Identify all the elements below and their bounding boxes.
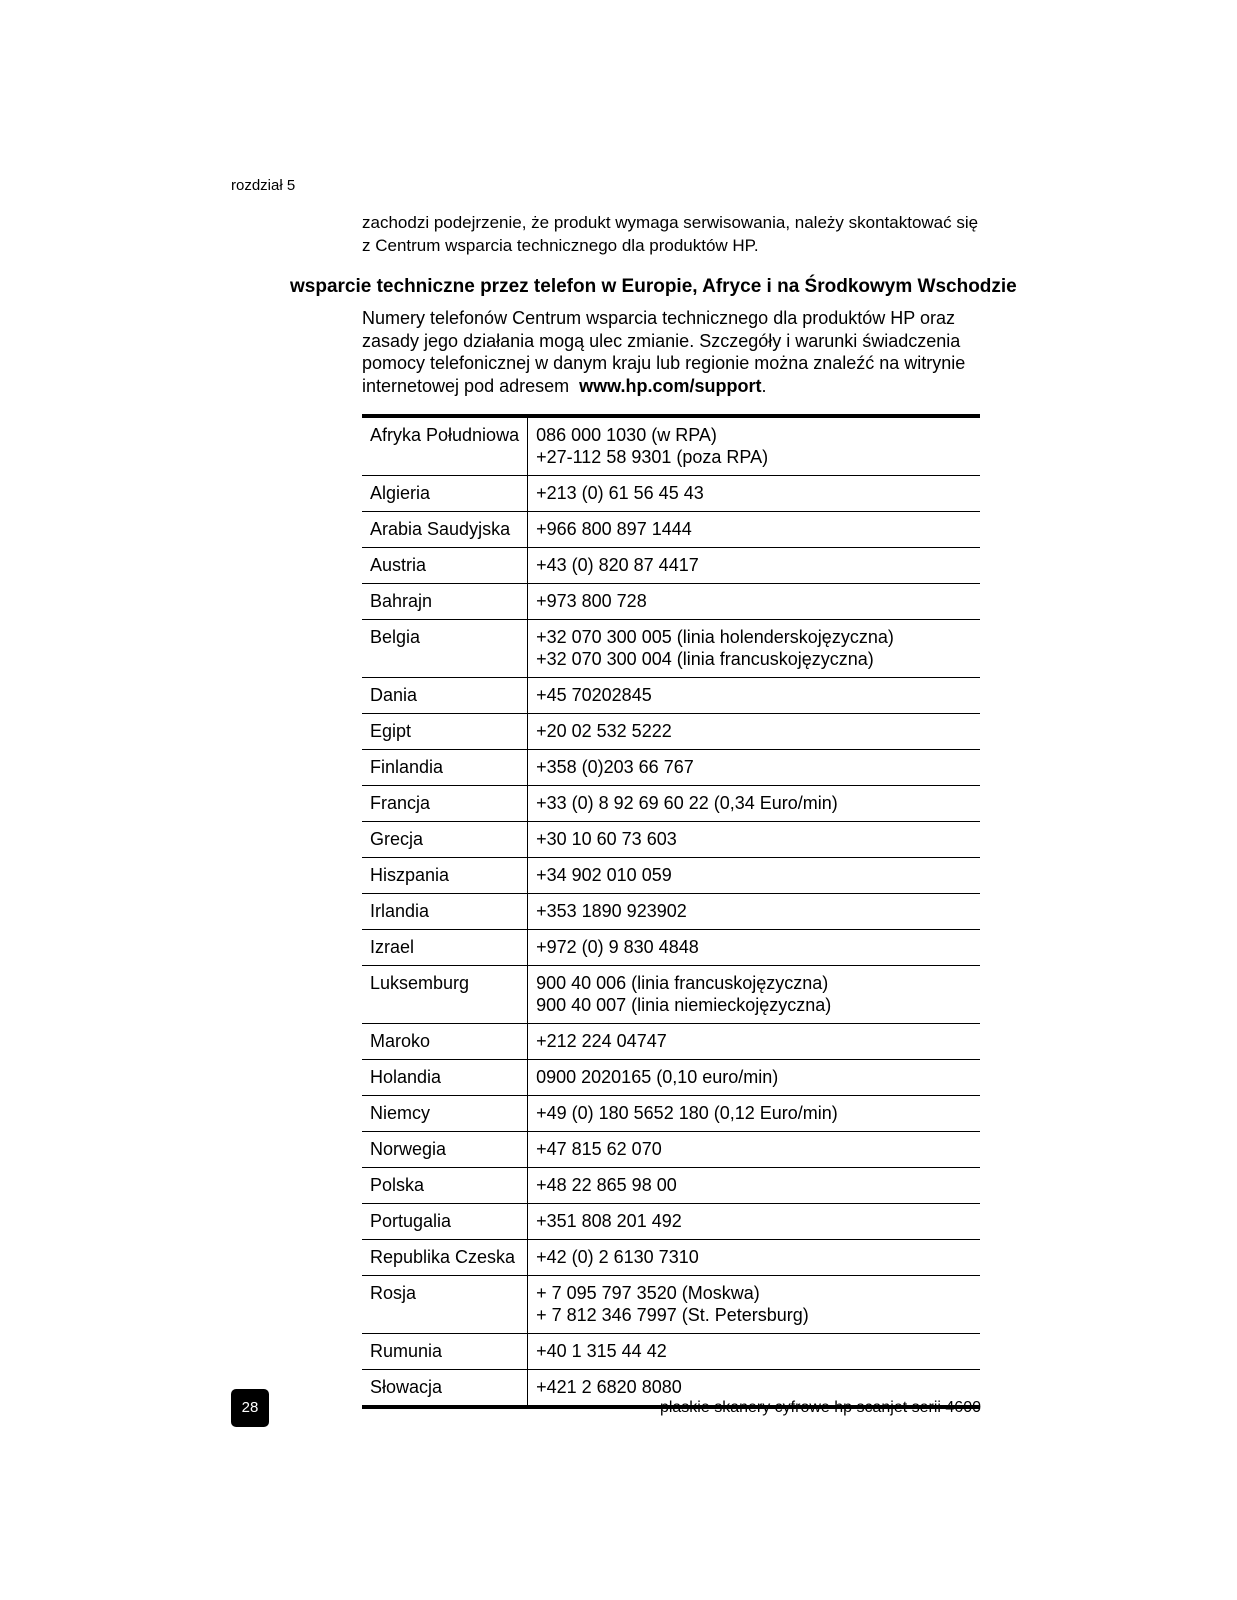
table-row [362,1132,980,1168]
table-row [362,894,980,930]
table-row [362,930,980,966]
country-cell: Słowacja [362,1370,528,1408]
table-row [362,584,980,620]
phone-number: +43 (0) 820 87 4417 [536,555,699,575]
country-cell: Hiszpania [362,858,528,894]
table-row [362,1096,980,1132]
phone-cell [528,714,980,750]
phone-cell [528,476,980,512]
description-line: pomocy telefonicznej w danym kraju lub regionie można znaleźć na witrynie [362,353,966,373]
table-row [362,678,980,714]
country-cell: Afryka Południowa [362,416,528,476]
phone-cell [528,548,980,584]
country-cell: Norwegia [362,1132,528,1168]
phone-table [362,414,980,1409]
phone-number: +40 1 315 44 42 [536,1341,667,1361]
description-prefix: internetowej pod adresem [362,375,570,396]
phone-number: +212 224 04747 [536,1031,667,1051]
phone-number: +45 70202845 [536,685,652,705]
phone-cell [528,930,980,966]
phone-number: +27-112 58 9301 (poza RPA) [536,447,769,467]
table-row [362,822,980,858]
table-row [362,1334,980,1370]
phone-number: +353 1890 923902 [536,901,687,921]
country-cell: Egipt [362,714,528,750]
country-cell: Luksemburg [362,966,528,1024]
intro-line: zachodzi podejrzenie, że produkt wymaga serwisowania, należy skontaktować się [362,213,979,232]
phone-cell [528,894,980,930]
table-row [362,1060,980,1096]
phone-cell [528,822,980,858]
table-row [362,1276,980,1334]
phone-number: +966 800 897 1444 [536,519,692,539]
country-cell: Austria [362,548,528,584]
table-row [362,1204,980,1240]
phone-cell [528,1240,980,1276]
phone-number: +42 (0) 2 6130 7310 [536,1247,699,1267]
phone-number: 900 40 007 (linia niemieckojęzyczna) [536,995,832,1015]
phone-cell [528,1060,980,1096]
country-cell: Belgia [362,620,528,678]
phone-cell [528,584,980,620]
country-cell: Holandia [362,1060,528,1096]
phone-cell [528,1024,980,1060]
table-row [362,714,980,750]
phone-cell [528,858,980,894]
phone-number: + 7 812 346 7997 (St. Petersburg) [536,1305,809,1325]
phone-number: +33 (0) 8 92 69 60 22 (0,34 Euro/min) [536,793,838,813]
country-cell: Grecja [362,822,528,858]
phone-number: +32 070 300 004 (linia francuskojęzyczna) [536,649,874,669]
phone-table-container [362,414,980,1409]
phone-cell [528,678,980,714]
support-url[interactable]: www.hp.com/support [579,375,762,396]
table-row [362,750,980,786]
phone-cell [528,1204,980,1240]
phone-cell [528,966,980,1024]
table-row [362,416,980,476]
phone-cell [528,1132,980,1168]
phone-number: +213 (0) 61 56 45 43 [536,483,704,503]
country-cell: Francja [362,786,528,822]
page-number: 28 [231,1389,269,1427]
phone-number: +20 02 532 5222 [536,721,672,741]
description-line [362,375,982,398]
table-row [362,1168,980,1204]
phone-number: 900 40 006 (linia francuskojęzyczna) [536,973,829,993]
country-cell: Izrael [362,930,528,966]
phone-cell [528,1168,980,1204]
country-cell: Polska [362,1168,528,1204]
footer-title: płaskie skanery cyfrowe hp scanjet serii 4600 [659,1399,981,1416]
phone-number: +47 815 62 070 [536,1139,662,1159]
phone-number: +358 (0)203 66 767 [536,757,694,777]
phone-cell [528,750,980,786]
phone-cell [528,416,980,476]
section-heading: wsparcie techniczne przez telefon w Europie, Afryce i na Środkowym Wschodzie [290,276,1017,297]
country-cell: Algieria [362,476,528,512]
phone-cell [528,620,980,678]
country-cell: Republika Czeska [362,1240,528,1276]
country-cell: Dania [362,678,528,714]
phone-number: +30 10 60 73 603 [536,829,677,849]
phone-cell [528,1334,980,1370]
country-cell: Arabia Saudyjska [362,512,528,548]
phone-number: +972 (0) 9 830 4848 [536,937,699,957]
phone-number: +49 (0) 180 5652 180 (0,12 Euro/min) [536,1103,838,1123]
phone-cell [528,786,980,822]
table-row [362,858,980,894]
phone-number: +32 070 300 005 (linia holenderskojęzyczna) [536,627,894,647]
table-row [362,548,980,584]
chapter-label: rozdział 5 [231,177,296,194]
phone-number: + 7 095 797 3520 (Moskwa) [536,1283,760,1303]
table-row [362,620,980,678]
country-cell: Rosja [362,1276,528,1334]
phone-cell [528,1096,980,1132]
country-cell: Irlandia [362,894,528,930]
table-row [362,1240,980,1276]
phone-number: +48 22 865 98 00 [536,1175,677,1195]
description-line: zasady jego działania mogą ulec zmianie. Szczegóły i warunki świadczenia [362,330,961,351]
country-cell: Bahrajn [362,584,528,620]
table-row [362,1024,980,1060]
phone-cell [528,1276,980,1334]
phone-number: +351 808 201 492 [536,1211,682,1231]
phone-table-body [362,416,980,1407]
table-row [362,786,980,822]
description-line: Numery telefonów Centrum wsparcia technicznego dla produktów HP oraz [362,308,955,328]
phone-number: 086 000 1030 (w RPA) [536,425,717,445]
table-row [362,476,980,512]
phone-number: 0900 2020165 (0,10 euro/min) [536,1067,779,1087]
country-cell: Finlandia [362,750,528,786]
section-description [362,307,982,397]
country-cell: Niemcy [362,1096,528,1132]
country-cell: Maroko [362,1024,528,1060]
country-cell: Portugalia [362,1204,528,1240]
description-suffix: . [761,375,767,396]
intro-paragraph [362,211,982,257]
table-row [362,966,980,1024]
intro-line: z Centrum wsparcia technicznego dla produktów HP. [362,236,759,255]
phone-number: +973 800 728 [536,591,647,611]
phone-number: +34 902 010 059 [536,865,672,885]
phone-number: +421 2 6820 8080 [536,1377,682,1397]
phone-cell [528,512,980,548]
country-cell: Rumunia [362,1334,528,1370]
table-row [362,512,980,548]
